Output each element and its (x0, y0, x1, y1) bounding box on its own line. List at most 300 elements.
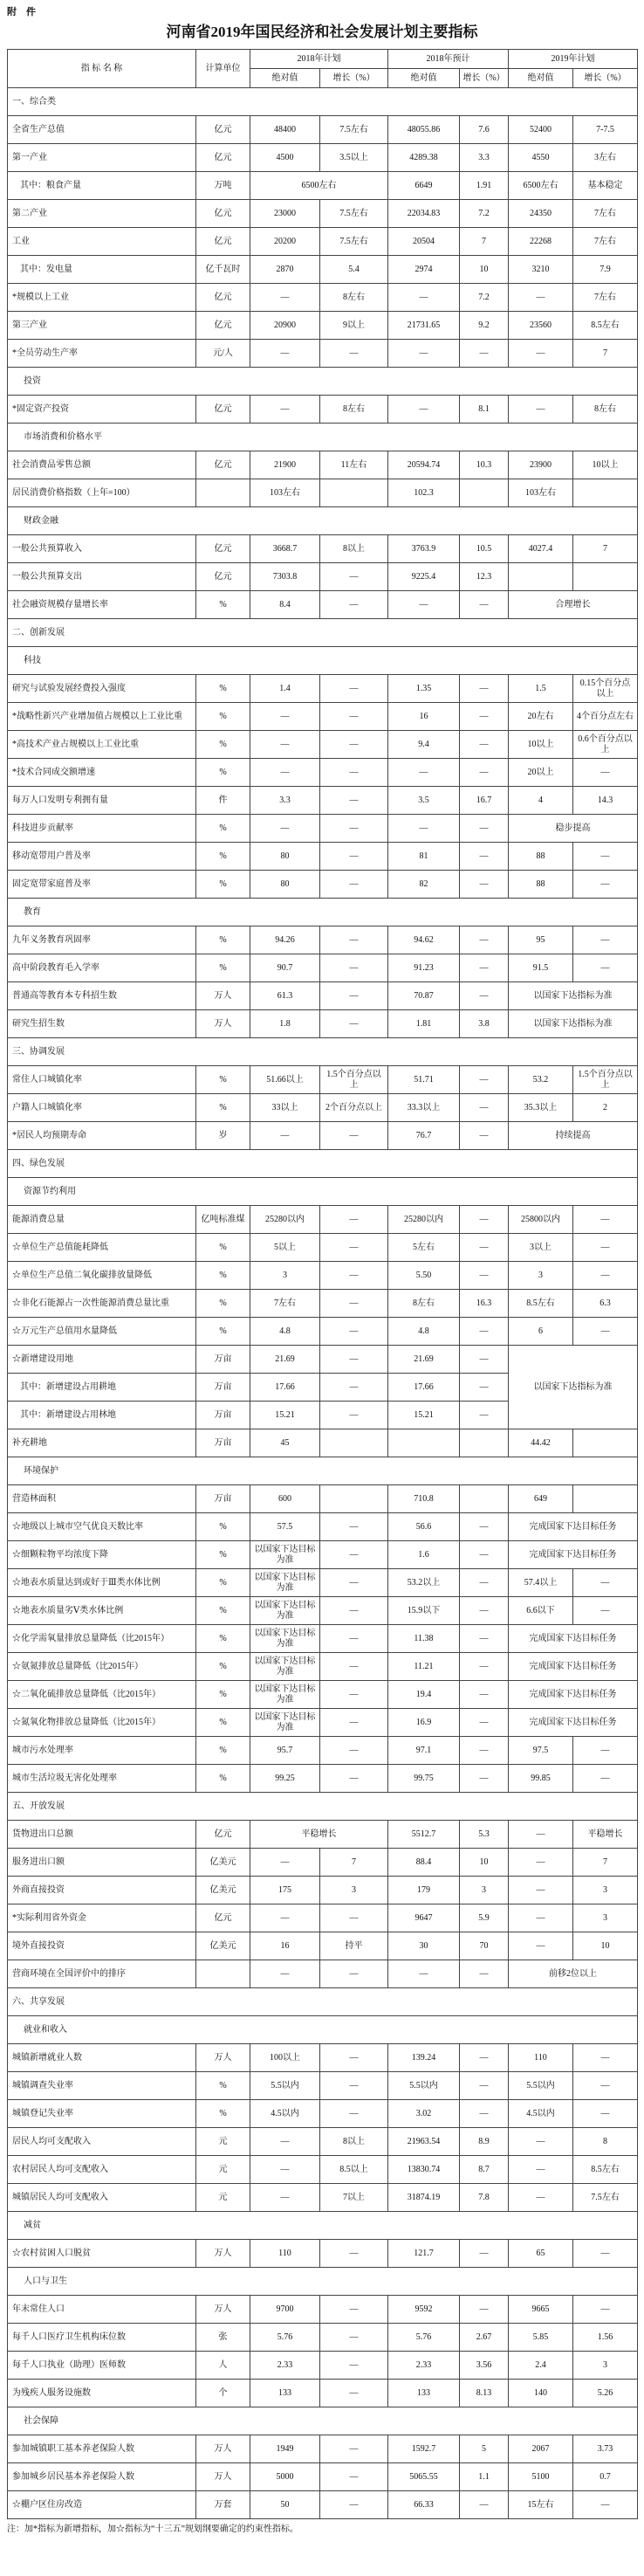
estimate-2018-value-cell: 139.24 (388, 2044, 460, 2072)
plan-2019-growth-cell: 10 (573, 1932, 638, 1960)
plan-2018-growth-cell: 5.4 (320, 256, 388, 284)
plan-2018-value-cell: 3668.7 (250, 535, 320, 563)
estimate-2018-value-cell: 3763.9 (388, 535, 460, 563)
plan-2018-value-cell: 2870 (250, 256, 320, 284)
header-plan-2019: 2019年计划 (509, 50, 638, 69)
indicator-name-cell: 一般公共预算收入 (8, 535, 196, 563)
group-row (8, 1178, 638, 1206)
indicator-name-cell: 其中：粮食产量 (8, 172, 196, 200)
estimate-2018-value-cell: 4.8 (388, 1318, 460, 1346)
section-row (8, 88, 638, 116)
plan-2018-value-cell: 4.8 (250, 1318, 320, 1346)
unit-cell: 万亩 (196, 1485, 250, 1513)
indicator-name-cell: 每万人口发明专利拥有量 (8, 787, 196, 815)
plan-2018-growth-cell: — (320, 2072, 388, 2100)
plan-2018-growth-cell: — (320, 703, 388, 731)
plan-2019-value-cell: 6500左右 (509, 172, 573, 200)
indicator-name-cell: ☆氮氧化物排放总量降低（比2015年） (8, 1709, 196, 1737)
plan-2019-value-cell: — (509, 284, 573, 312)
group-title: 就业和收入 (8, 2016, 638, 2044)
estimate-2018-value-cell: 76.7 (388, 1122, 460, 1150)
estimate-2018-value-cell: 88.4 (388, 1849, 460, 1877)
plan-2019-growth-cell: — (573, 954, 638, 982)
indicator-row (8, 2128, 638, 2156)
estimate-2018-growth-cell: 70 (460, 1932, 509, 1960)
indicator-row (8, 1849, 638, 1877)
estimate-2018-growth-cell: 5.3 (460, 1821, 509, 1849)
indicator-name-cell: 固定宽带家庭普及率 (8, 871, 196, 899)
indicator-name-cell: 每千人口医疗卫生机构床位数 (8, 2324, 196, 2352)
unit-cell: 件 (196, 787, 250, 815)
estimate-2018-value-cell: 179 (388, 1877, 460, 1904)
plan-2018-value-cell: 8.4 (250, 591, 320, 619)
plan-2019-growth-cell: 14.3 (573, 787, 638, 815)
plan-2018-value-cell: 51.66以上 (250, 1066, 320, 1094)
plan-2019-value-cell: 110 (509, 2044, 573, 2072)
plan-2019-value-cell: 6.6以下 (509, 1597, 573, 1625)
plan-2019-growth-cell: 7-7.5 (573, 116, 638, 144)
plan-2018-growth-cell: — (320, 815, 388, 843)
plan-2019-value-cell: 91.5 (509, 954, 573, 982)
plan-2018-value-cell: 16 (250, 1932, 320, 1960)
unit-cell: % (196, 1569, 250, 1597)
group-title: 社会保障 (8, 2407, 638, 2435)
estimate-2018-value-cell: — (388, 591, 460, 619)
indicator-row (8, 1485, 638, 1513)
unit-cell: 亿元 (196, 1904, 250, 1932)
estimate-2018-value-cell: 5左右 (388, 1234, 460, 1262)
plan-2018-value-cell: 4500 (250, 144, 320, 172)
unit-cell (196, 479, 250, 507)
indicator-row (8, 340, 638, 368)
estimate-2018-growth-cell: — (460, 2240, 509, 2268)
estimate-2018-value-cell: 5.76 (388, 2324, 460, 2352)
estimate-2018-growth-cell (460, 1429, 509, 1457)
plan-2019-value-cell: — (509, 2128, 573, 2156)
estimate-2018-growth-cell: 3.56 (460, 2352, 509, 2380)
header-indicator-name: 指 标 名 称 (8, 50, 196, 88)
indicator-row (8, 675, 638, 703)
plan-2019-growth-cell: 3左右 (573, 144, 638, 172)
plan-2018-value-cell: 3.3 (250, 787, 320, 815)
plan-2019-value-cell: 6 (509, 1318, 573, 1346)
plan-2019-value-cell: 15左右 (509, 2491, 573, 2519)
estimate-2018-value-cell: 2.33 (388, 2352, 460, 2380)
estimate-2018-growth-cell: — (460, 926, 509, 954)
estimate-2018-value-cell: 21.69 (388, 1346, 460, 1374)
estimate-2018-growth-cell: 8.7 (460, 2156, 509, 2184)
estimate-2018-value-cell: 17.66 (388, 1374, 460, 1402)
unit-cell: % (196, 815, 250, 843)
indicator-name-cell: *高技术产业占规模以上工业比重 (8, 731, 196, 759)
indicator-row (8, 1960, 638, 1988)
indicator-row (8, 535, 638, 563)
estimate-2018-growth-cell: 7.6 (460, 116, 509, 144)
plan-2018-growth-cell: — (320, 1402, 388, 1429)
estimate-2018-growth-cell: — (460, 1262, 509, 1290)
unit-cell: % (196, 1653, 250, 1681)
estimate-2018-growth-cell: — (460, 1234, 509, 1262)
estimate-2018-value-cell: 81 (388, 843, 460, 871)
estimate-2018-growth-cell: 7.2 (460, 200, 509, 228)
indicator-name-cell: 货物进出口总额 (8, 1821, 196, 1849)
indicator-name-cell: ☆地表水质量劣Ⅴ类水体比例 (8, 1597, 196, 1625)
estimate-2018-growth-cell: — (460, 1625, 509, 1653)
indicator-row (8, 1122, 638, 1150)
estimate-2018-value-cell: 31874.19 (388, 2184, 460, 2212)
plan-2019-value-cell: 以国家下达指标为准 (509, 1010, 638, 1038)
plan-2018-growth-cell: — (320, 1904, 388, 1932)
plan-2018-value-cell: 17.66 (250, 1374, 320, 1402)
estimate-2018-value-cell: 3.02 (388, 2100, 460, 2128)
indicator-row (8, 1737, 638, 1765)
plan-2018-value-cell: 103左右 (250, 479, 320, 507)
estimate-2018-growth-cell: — (460, 1765, 509, 1793)
group-row (8, 424, 638, 451)
estimate-2018-growth-cell: — (460, 871, 509, 899)
plan-2018-value-cell: 3 (250, 1262, 320, 1290)
unit-cell: 万亩 (196, 1402, 250, 1429)
plan-2018-growth-cell: 1.5个百分点以上 (320, 1066, 388, 1094)
footnote: 注：加*指标为新增指标，加☆指标为“十三五”规划纲要确定的约束性指标。 (7, 2524, 298, 2534)
section-row (8, 1793, 638, 1821)
header-plan-2018-growth: 增长（%） (320, 69, 388, 88)
indicator-row (8, 1290, 638, 1318)
unit-cell: % (196, 1513, 250, 1541)
indicator-name-cell: 第一产业 (8, 144, 196, 172)
plan-2018-growth-cell: — (320, 1653, 388, 1681)
plan-2018-value-cell: 5以上 (250, 1234, 320, 1262)
indicator-name-cell: 社会融资规模存量增长率 (8, 591, 196, 619)
indicator-name-cell: *居民人均预期寿命 (8, 1122, 196, 1150)
plan-2019-value-cell: 4.5以内 (509, 2100, 573, 2128)
plan-2019-value-cell: 10以上 (509, 731, 573, 759)
unit-cell: 亿吨标准煤 (196, 1206, 250, 1234)
group-row (8, 2212, 638, 2240)
plan-2019-value-cell: 23900 (509, 451, 573, 479)
indicator-row (8, 2352, 638, 2380)
indicator-name-cell: 每千人口执业（助理）医师数 (8, 2352, 196, 2380)
plan-2019-growth-cell: 7 (573, 340, 638, 368)
plan-2018-growth-cell: — (320, 871, 388, 899)
plan-2018-growth-cell: — (320, 1262, 388, 1290)
unit-cell: 万人 (196, 2044, 250, 2072)
unit-cell (196, 1960, 250, 1988)
indicator-row (8, 591, 638, 619)
plan-2019-value-cell: 23560 (509, 312, 573, 340)
plan-2018-growth-cell: — (320, 1318, 388, 1346)
plan-2019-value-cell: 完成国家下达目标任务 (509, 1653, 638, 1681)
plan-2019-value-cell: 88 (509, 843, 573, 871)
plan-2018-growth-cell: — (320, 787, 388, 815)
plan-2018-value-cell: 4.5以内 (250, 2100, 320, 2128)
plan-2018-growth-cell: 8以上 (320, 2128, 388, 2156)
section-title: 五、开放发展 (8, 1793, 638, 1821)
unit-cell: 亿元 (196, 284, 250, 312)
estimate-2018-growth-cell: 8.13 (460, 2380, 509, 2407)
plan-2019-value-cell: 完成国家下达目标任务 (509, 1541, 638, 1569)
indicator-name-cell: 城市污水处理率 (8, 1737, 196, 1765)
estimate-2018-growth-cell: — (460, 1541, 509, 1569)
group-row (8, 2016, 638, 2044)
plan-2018-value-cell: — (250, 2128, 320, 2156)
indicator-row (8, 703, 638, 731)
indicator-row (8, 815, 638, 843)
group-title: 资源节约利用 (8, 1178, 638, 1206)
unit-cell: 亿美元 (196, 1877, 250, 1904)
indicator-row (8, 787, 638, 815)
plan-2019-value-cell: 2.4 (509, 2352, 573, 2380)
header-unit: 计算单位 (196, 50, 250, 88)
indicator-table (7, 49, 638, 2519)
unit-cell: % (196, 2072, 250, 2100)
unit-cell: % (196, 871, 250, 899)
plan-2019-growth-cell: — (573, 2072, 638, 2100)
estimate-2018-value-cell: 30 (388, 1932, 460, 1960)
plan-2019-value-cell: 以国家下达指标为准 (509, 1346, 638, 1429)
group-title: 科技 (8, 647, 638, 675)
plan-2018-growth-cell: — (320, 1625, 388, 1653)
estimate-2018-value-cell: 9.4 (388, 731, 460, 759)
estimate-2018-growth-cell: 12.3 (460, 563, 509, 591)
plan-2019-value-cell: — (509, 2156, 573, 2184)
plan-2019-growth-cell: — (573, 1262, 638, 1290)
plan-2018-value-cell: 以国家下达目标为准 (250, 1597, 320, 1625)
estimate-2018-value-cell: 15.9以下 (388, 1597, 460, 1625)
indicator-row (8, 1569, 638, 1597)
indicator-row (8, 2240, 638, 2268)
plan-2018-growth-cell: — (320, 2100, 388, 2128)
plan-2019-value-cell: — (509, 396, 573, 424)
estimate-2018-growth-cell: — (460, 843, 509, 871)
unit-cell: % (196, 1290, 250, 1318)
indicator-name-cell: 城镇登记失业率 (8, 2100, 196, 2128)
unit-cell: % (196, 731, 250, 759)
indicator-row (8, 2296, 638, 2324)
plan-2019-value-cell (509, 563, 573, 591)
unit-cell: 万亩 (196, 1346, 250, 1374)
plan-2019-value-cell: 88 (509, 871, 573, 899)
indicator-row (8, 2072, 638, 2100)
section-row (8, 619, 638, 647)
estimate-2018-growth-cell: — (460, 2044, 509, 2072)
plan-2018-value-cell: — (250, 2184, 320, 2212)
plan-2019-value-cell: 65 (509, 2240, 573, 2268)
plan-2019-growth-cell: 5.26 (573, 2380, 638, 2407)
section-row (8, 1038, 638, 1066)
indicator-row (8, 1234, 638, 1262)
estimate-2018-value-cell: — (388, 396, 460, 424)
plan-2018-growth-cell: — (320, 591, 388, 619)
indicator-row (8, 1429, 638, 1457)
estimate-2018-value-cell: 21731.65 (388, 312, 460, 340)
unit-cell: 张 (196, 2324, 250, 2352)
plan-2018-value-cell: 20200 (250, 228, 320, 256)
header-plan-2018-value: 绝对值 (250, 69, 320, 88)
plan-2018-growth-cell: — (320, 1122, 388, 1150)
plan-2018-growth-cell: — (320, 1290, 388, 1318)
plan-2019-value-cell: 97.5 (509, 1737, 573, 1765)
plan-2019-growth-cell: 4个百分点左右 (573, 703, 638, 731)
group-title: 投资 (8, 368, 638, 396)
indicator-row (8, 2463, 638, 2491)
plan-2018-value-cell: — (250, 2156, 320, 2184)
estimate-2018-value-cell: — (388, 1960, 460, 1988)
plan-2018-growth-cell (320, 1485, 388, 1513)
plan-2018-value-cell: 以国家下达目标为准 (250, 1653, 320, 1681)
indicator-row (8, 2100, 638, 2128)
plan-2019-value-cell: 以国家下达指标为准 (509, 982, 638, 1010)
plan-2019-growth-cell: — (573, 1206, 638, 1234)
plan-2019-value-cell: 20以上 (509, 759, 573, 787)
plan-2018-value-cell: 57.5 (250, 1513, 320, 1541)
indicator-row (8, 2324, 638, 2352)
estimate-2018-value-cell: 48055.86 (388, 116, 460, 144)
unit-cell: % (196, 926, 250, 954)
plan-2018-growth-cell: — (320, 843, 388, 871)
indicator-name-cell: ☆氨氮排放总量降低（比2015年） (8, 1653, 196, 1681)
estimate-2018-growth-cell: — (460, 1374, 509, 1402)
plan-2018-value-cell: 以国家下达目标为准 (250, 1681, 320, 1709)
plan-2018-growth-cell: — (320, 2044, 388, 2072)
plan-2019-value-cell: 3以上 (509, 1234, 573, 1262)
plan-2019-growth-cell: 8左右 (573, 396, 638, 424)
indicator-row (8, 982, 638, 1010)
plan-2018-value-cell: 33以上 (250, 1094, 320, 1122)
unit-cell: 亿元 (196, 451, 250, 479)
indicator-row (8, 312, 638, 340)
plan-2018-value-cell: 80 (250, 843, 320, 871)
estimate-2018-growth-cell: 5 (460, 2435, 509, 2463)
plan-2019-growth-cell: — (573, 843, 638, 871)
indicator-name-cell: 城市生活垃圾无害化处理率 (8, 1765, 196, 1793)
indicator-name-cell: 城镇新增就业人数 (8, 2044, 196, 2072)
unit-cell: % (196, 1597, 250, 1625)
indicator-name-cell: 居民消费价格指数（上年=100） (8, 479, 196, 507)
plan-2019-growth-cell: — (573, 871, 638, 899)
header-plan-2019-value: 绝对值 (509, 69, 573, 88)
unit-cell: 万吨 (196, 172, 250, 200)
plan-2018-growth-cell: — (320, 1374, 388, 1402)
estimate-2018-value-cell: 2974 (388, 256, 460, 284)
indicator-name-cell: 研究生招生数 (8, 1010, 196, 1038)
estimate-2018-growth-cell: — (460, 731, 509, 759)
estimate-2018-value-cell: 13830.74 (388, 2156, 460, 2184)
plan-2018-value-cell: 110 (250, 2240, 320, 2268)
estimate-2018-growth-cell: — (460, 1122, 509, 1150)
indicator-name-cell: 参加城乡居民基本养老保险人数 (8, 2463, 196, 2491)
unit-cell: 万人 (196, 2296, 250, 2324)
estimate-2018-growth-cell: — (460, 1066, 509, 1094)
indicator-name-cell: 补充耕地 (8, 1429, 196, 1457)
group-row (8, 899, 638, 926)
indicator-row (8, 1094, 638, 1122)
plan-2018-value-cell: 以国家下达目标为准 (250, 1709, 320, 1737)
unit-cell: % (196, 1737, 250, 1765)
plan-2018-value-cell: — (250, 703, 320, 731)
indicator-row (8, 563, 638, 591)
estimate-2018-value-cell: 25280以内 (388, 1206, 460, 1234)
estimate-2018-value-cell: 4289.38 (388, 144, 460, 172)
indicator-row (8, 256, 638, 284)
estimate-2018-growth-cell: 5.9 (460, 1904, 509, 1932)
indicator-name-cell: ☆二氧化硫排放总量降低（比2015年） (8, 1681, 196, 1709)
plan-2018-growth-cell: — (320, 954, 388, 982)
indicator-row (8, 1346, 638, 1374)
indicator-name-cell: 第二产业 (8, 200, 196, 228)
estimate-2018-growth-cell: 16.3 (460, 1290, 509, 1318)
unit-cell: % (196, 1066, 250, 1094)
plan-2019-value-cell: — (509, 1904, 573, 1932)
plan-2019-value-cell: — (509, 1821, 573, 1849)
plan-2019-value-cell: 99.85 (509, 1765, 573, 1793)
indicator-name-cell: 移动宽带用户普及率 (8, 843, 196, 871)
indicator-name-cell: ☆棚户区住房改造 (8, 2491, 196, 2519)
unit-cell: 岁 (196, 1122, 250, 1150)
estimate-2018-value-cell: 70.87 (388, 982, 460, 1010)
indicator-name-cell: ☆万元生产总值用水量降低 (8, 1318, 196, 1346)
plan-2019-growth-cell: 平稳增长 (573, 1821, 638, 1849)
header-plan-2019-growth: 增长（%） (573, 69, 638, 88)
unit-cell: 元 (196, 2156, 250, 2184)
unit-cell: % (196, 1625, 250, 1653)
group-row (8, 2268, 638, 2296)
indicator-name-cell: 社会消费品零售总额 (8, 451, 196, 479)
plan-2019-growth-cell: 8.5左右 (573, 2156, 638, 2184)
estimate-2018-value-cell: 1.81 (388, 1010, 460, 1038)
estimate-2018-growth-cell: 1.1 (460, 2463, 509, 2491)
indicator-row (8, 1625, 638, 1653)
group-title: 减贫 (8, 2212, 638, 2240)
plan-2018-value-cell: — (250, 1960, 320, 1988)
plan-2018-growth-cell: — (320, 1010, 388, 1038)
indicator-name-cell: 能源消费总量 (8, 1206, 196, 1234)
indicator-row (8, 2044, 638, 2072)
estimate-2018-value-cell: 82 (388, 871, 460, 899)
unit-cell: 亿元 (196, 1821, 250, 1849)
estimate-2018-value-cell: 33.3以上 (388, 1094, 460, 1122)
plan-2018-growth-cell: — (320, 2435, 388, 2463)
plan-2018-value-cell: 133 (250, 2380, 320, 2407)
indicator-row (8, 1932, 638, 1960)
indicator-name-cell: 城镇调查失业率 (8, 2072, 196, 2100)
unit-cell: 个 (196, 2380, 250, 2407)
plan-2018-value-cell: 以国家下达目标为准 (250, 1541, 320, 1569)
estimate-2018-growth-cell: 10 (460, 1849, 509, 1877)
estimate-2018-value-cell: 5.50 (388, 1262, 460, 1290)
indicator-row (8, 1597, 638, 1625)
plan-2019-value-cell: 3210 (509, 256, 573, 284)
indicator-name-cell: ☆农村贫困人口脱贫 (8, 2240, 196, 2268)
plan-2019-value-cell: 8.5左右 (509, 1290, 573, 1318)
unit-cell: 亿元 (196, 116, 250, 144)
group-row (8, 368, 638, 396)
unit-cell: 万人 (196, 2463, 250, 2491)
plan-2018-value-cell: 90.7 (250, 954, 320, 982)
plan-2019-value-cell: 持续提高 (509, 1122, 638, 1150)
indicator-row (8, 2380, 638, 2407)
estimate-2018-value-cell: — (388, 759, 460, 787)
header-estimate-2018-growth: 增长（%） (460, 69, 509, 88)
plan-2019-value-cell: 20左右 (509, 703, 573, 731)
estimate-2018-growth-cell: — (460, 759, 509, 787)
estimate-2018-growth-cell: — (460, 2072, 509, 2100)
plan-2019-value-cell: — (509, 1877, 573, 1904)
indicator-row (8, 479, 638, 507)
indicator-row (8, 1513, 638, 1541)
estimate-2018-growth-cell: — (460, 1206, 509, 1234)
estimate-2018-value-cell: 66.33 (388, 2491, 460, 2519)
